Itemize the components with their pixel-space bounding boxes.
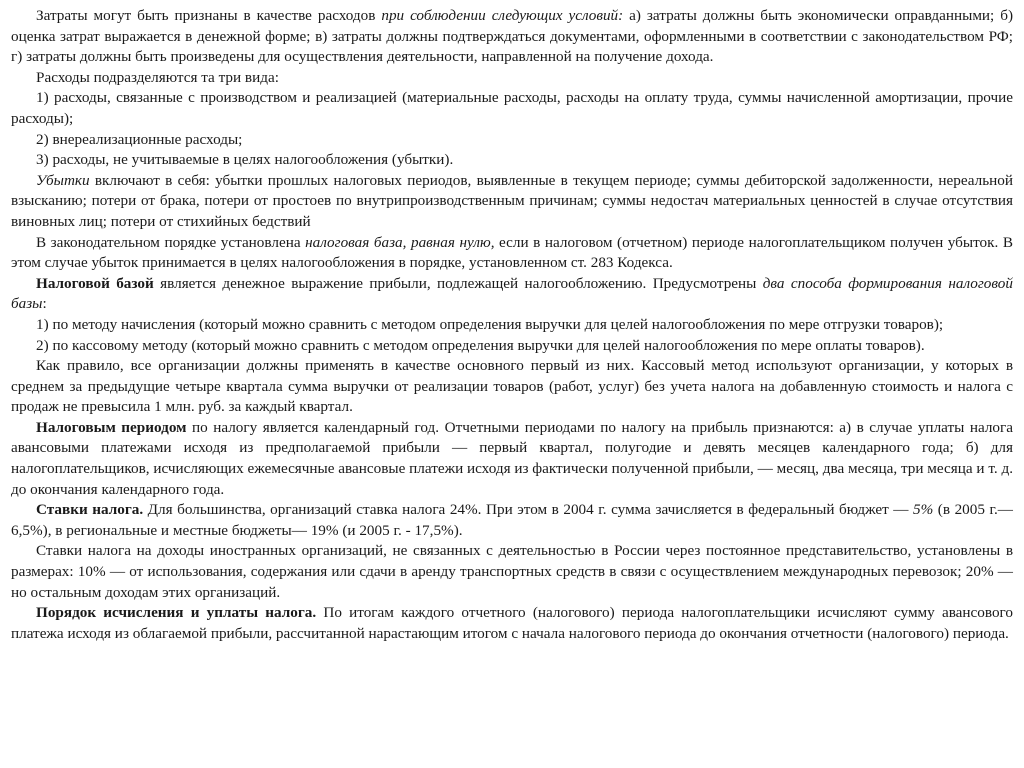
- paragraph-foreign-rates: Ставки налога на доходы иностранных организаций, не связанных с деятельностью в России через постоянное представительство, установлены в размерах: 10% — от использования, содержания или сдачи в аренду транспортных средств в связи с осуществлением международных перевозок; 20% — но остальным доходам этих организаций.: [11, 542, 1013, 601]
- list-item-expense-type-1: 1) расходы, связанные с производством и реализацией (материальные расходы, расходы на оплату труда, суммы начисленной амортизации, прочие расходы);: [11, 89, 1013, 127]
- bold-term: Налоговой базой: [36, 274, 154, 292]
- bold-term: Налоговым периодом: [36, 418, 187, 436]
- paragraph-losses: Убытки включают в себя: убытки прошлых налоговых периодов, выявленные в текущем периоде; суммы дебиторской задолженности, нереальной взысканию; потери от брака, потери от простоев по внутрипроизводственным причинам; суммы недостач материальных ценностей в случае отсутствия виновных лиц; потери от стихийных бедствий: [11, 171, 1013, 230]
- italic-phrase: два способа формирования налоговой базы: [11, 274, 1013, 313]
- italic-value: 5%: [913, 501, 934, 519]
- italic-term: Убытки: [36, 171, 90, 189]
- paragraph-zero-tax-base: В законодательном порядке установлена налоговая база, равная нулю, если в налоговом (отчетном) периоде налогоплательщиком получен убыток. В этом случае убыток принимается в целях налогообложения в порядке, установленном ст. 283 Кодекса.: [11, 233, 1014, 272]
- list-item-expense-type-3: 3) расходы, не учитываемые в целях налогообложения (убытки).: [36, 151, 454, 169]
- paragraph-expense-types-intro: Расходы подразделяются та три вида:: [36, 68, 279, 86]
- list-item-method-2: 2) по кассовому методу (который можно сравнить с методом определения выручки для целей налогообложения по мере оплаты товаров).: [36, 336, 925, 354]
- paragraph-cash-method: Как правило, все организации должны применять в качестве основного первый из них. Кассовый метод используют организации, у которых в среднем за предыдущие четыре квартала сумма выручки от реализации товаров (работ, услуг) без учета налога на добавленную стоимость и налога с продаж не превысила 1 млн. руб. за каждый квартал.: [11, 357, 1013, 416]
- paragraph-payment-procedure: Порядок исчисления и уплаты налога. По итогам каждого отчетного (налогового) периода налогоплательщики исчисляют сумму авансового платежа исходя из облагаемой прибыли, рассчитанной нарастающим итогом с начала налогового периода до окончания отчетности (налогового) периода.: [11, 604, 1013, 642]
- italic-phrase: налоговая база, равная нулю,: [305, 233, 495, 251]
- paragraph-expense-conditions: Затраты могут быть признаны в качестве расходов при соблюдении следующих условий: а) затраты должны быть экономически оправданными; б) оценка затрат выражается в денежной форме; в) затраты должны подтверждаться документами, оформленными в соответствии с законодательством РФ; г) затраты должны быть произведены для осуществления деятельности, направленной на получение дохода.: [11, 7, 1014, 66]
- bold-term: Ставки налога.: [36, 501, 144, 519]
- paragraph-tax-base: Налоговой базой является денежное выражение прибыли, подлежащей налогообложению. Предусмотрены два способа формирования налоговой базы:: [11, 274, 1013, 313]
- paragraph-tax-rates: Ставки налога. Для большинства, организаций ставка налога 24%. При этом в 2004 г. сумма зачисляется в федеральный бюджет — 5% (в 2005 г.— 6,5%), в региональные и местные бюджеты— 19% (и 2005 г. - 17,5%).: [11, 501, 1013, 539]
- list-item-expense-type-2: 2) внереализационные расходы;: [36, 130, 243, 148]
- document-body: [11, 6, 1013, 644]
- bold-term: Порядок исчисления и уплаты налога.: [36, 604, 317, 622]
- list-item-method-1: 1) по методу начисления (который можно сравнить с методом определения выручки для целей налогообложения по мере отгрузки товаров);: [36, 315, 944, 333]
- paragraph-tax-period: Налоговым периодом по налогу является календарный год. Отчетными периодами по налогу на прибыль признаются: а) в случае уплаты налога авансовыми платежами исходя из предполагаемой прибыли — первый квартал, полугодие и девять месяцев календарного года; б) для налогоплательщиков, исчисляющих ежемесячные авансовые платежи исходя из фактически полученной прибыли, — месяц, два месяца, три месяца и т. д. до окончания календарного года.: [11, 418, 1013, 498]
- italic-phrase: при соблюдении следующих условий:: [381, 7, 624, 24]
